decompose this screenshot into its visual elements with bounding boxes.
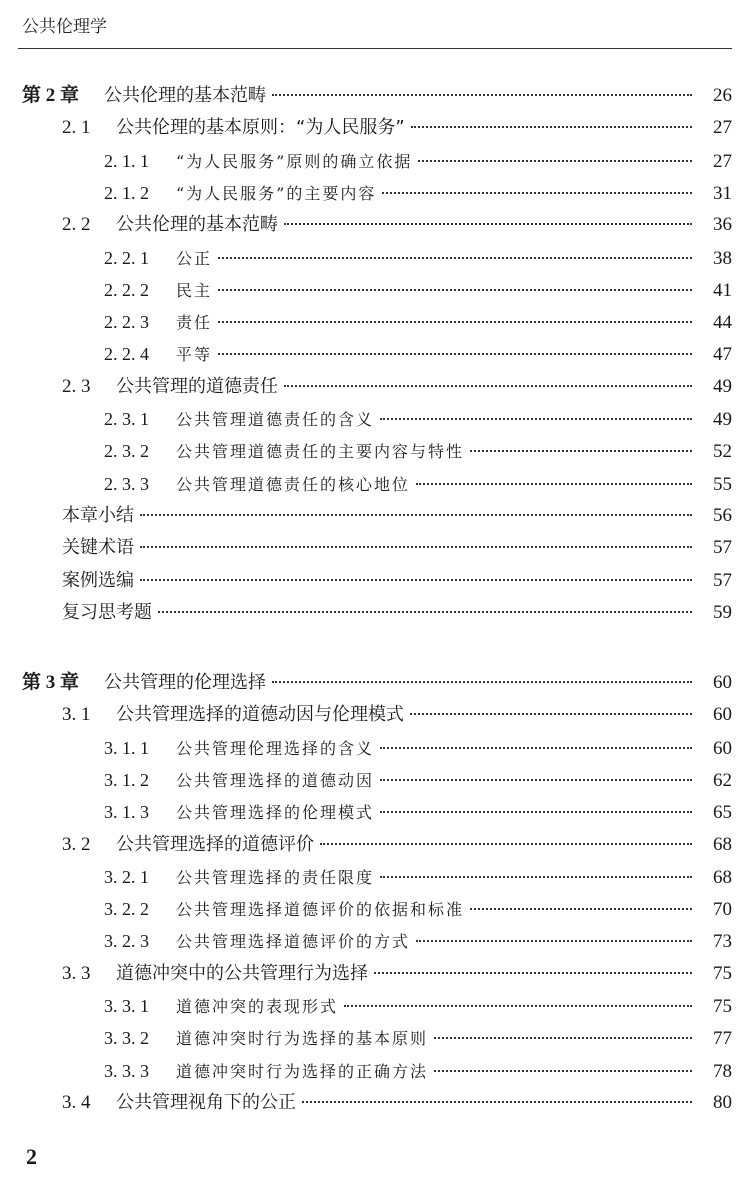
toc-section [62,832,732,858]
toc-entry-number: 2. 3. 2 [104,441,149,462]
toc-entry-number: 3. 2 [62,833,91,855]
toc-entry-title: 公共伦理的基本范畴 [104,85,266,106]
dot-leader [374,972,692,974]
toc-entry-page: 68 [713,866,732,888]
toc-entry-page: 41 [713,279,732,301]
dot-leader [470,908,692,910]
toc-entry-title: 责任 [176,313,213,333]
toc-entry-title: 公共伦理的基本范畴 [116,214,278,236]
dot-leader [218,257,692,259]
toc-subsection [104,309,732,336]
header-rule [18,48,732,49]
toc-entry-title: 本章小结 [62,504,134,526]
toc-subsection [104,896,732,923]
toc-entry-title: 道德冲突中的公共管理行为选择 [116,962,368,984]
toc-entry-title: 公共管理的伦理选择 [104,672,266,693]
toc-subsection [104,993,732,1020]
toc-subsection [104,406,732,433]
dot-leader [284,385,692,387]
toc-entry-title: 公共管理选择道德评价的方式 [176,932,411,952]
toc-entry-title: 公共管理伦理选择的含义 [176,738,375,758]
toc-entry-page: 78 [713,1060,732,1082]
toc-subsection [104,148,732,175]
dot-leader [218,321,692,323]
toc-section [62,1090,732,1116]
toc-subsection [104,180,732,207]
toc-appendix-item [62,568,732,594]
toc-entry-title: 关键术语 [62,537,134,559]
dot-leader [418,160,692,162]
toc-entry-title: 公共管理的道德责任 [116,375,278,397]
toc-chapter [22,670,732,696]
toc-entry-title: 公共管理选择的伦理模式 [176,803,375,823]
toc-entry-page: 49 [713,375,732,397]
toc-entry-number: 2. 1 [62,117,91,139]
toc-entry-title: 道德冲突时行为选择的正确方法 [176,1061,429,1081]
toc-entry-title: 公共管理道德责任的主要内容与特性 [176,442,465,462]
dot-leader [272,681,692,683]
toc-entry-number: 3. 2. 3 [104,931,149,952]
toc-entry-title: 公共管理选择道德评价的依据和标准 [176,900,465,920]
toc-appendix-item [62,503,732,529]
toc-section [62,115,732,141]
dot-leader [218,353,692,355]
toc-entry-number: 3. 1. 3 [104,802,149,823]
dot-leader [411,126,692,128]
dot-leader [218,289,692,291]
dot-leader [140,579,692,581]
toc-subsection [104,735,732,762]
toc-entry-page: 73 [713,931,732,953]
dot-leader [382,192,692,194]
toc-entry-title: 公共管理道德责任的核心地位 [176,474,411,494]
running-header: 公共伦理学 [22,17,107,37]
toc-entry-number: 2. 1. 2 [104,182,149,203]
toc-entry-page: 27 [713,117,732,139]
toc-entry-number: 3. 2. 2 [104,899,149,920]
toc-subsection [104,471,732,498]
toc-subsection [104,799,732,826]
dot-leader [416,940,692,942]
toc-entry-page: 68 [713,833,732,855]
dot-leader [344,1005,692,1007]
toc-entry-title: 道德冲突时行为选择的基本原则 [176,1029,429,1049]
toc-entry-number: 2. 2. 1 [104,247,149,268]
dot-leader [380,747,692,749]
dot-leader [410,713,692,715]
toc-entry-page: 47 [713,344,732,366]
toc-entry-number: 2. 2 [62,214,91,236]
toc-entry-page: 75 [713,962,732,984]
toc-subsection [104,277,732,304]
toc-section [62,374,732,400]
toc-entry-number: 3. 2. 1 [104,866,149,887]
toc-subsection [104,438,732,465]
toc-entry-page: 49 [713,409,732,430]
dot-leader [140,514,692,516]
toc-appendix-item [62,535,732,561]
toc-entry-title: 公共管理视角下的公正 [116,1091,296,1113]
toc-subsection [104,245,732,272]
toc-entry-number: 2. 2. 4 [104,344,149,365]
toc-entry-number: 第 3 章 [22,672,80,693]
toc-section [62,702,732,728]
toc-entry-number: 2. 2. 2 [104,279,149,300]
toc-entry-title: 案例选编 [62,569,134,591]
dot-leader [302,1101,692,1103]
toc-entry-page: 52 [713,441,732,463]
toc-entry-title: 公正 [176,248,213,268]
toc-entry-title: 平等 [176,345,213,365]
toc-subsection [104,1025,732,1052]
toc-entry-number: 3. 3. 3 [104,1060,149,1081]
toc-entry-page: 26 [713,85,732,106]
dot-leader [434,1037,692,1039]
toc-entry-page: 75 [713,996,732,1017]
toc-entry-page: 31 [713,182,732,204]
toc-entry-title: 公共管理道德责任的含义 [176,410,375,429]
toc-entry-title: “为人民服务”原则的确立依据 [176,151,413,171]
dot-leader [380,876,692,878]
toc-entry-page: 57 [713,569,732,591]
toc-entry-page: 65 [713,802,732,824]
toc-entry-page: 27 [713,150,732,172]
toc-entry-page: 56 [713,504,732,526]
toc-entry-page: 55 [713,473,732,495]
dot-leader [158,611,692,613]
toc-entry-page: 57 [713,537,732,559]
toc-entry-title: 公共管理选择的道德评价 [116,833,314,855]
toc-subsection [104,341,732,368]
toc-chapter [22,83,732,109]
toc-entry-title: 民主 [176,280,213,300]
dot-leader [140,546,692,548]
dot-leader [470,450,692,452]
toc-entry-number: 第 2 章 [22,85,80,106]
dot-leader [380,418,692,420]
toc-entry-number: 3. 3 [62,962,91,984]
dot-leader [416,483,692,485]
toc-entry-number: 3. 1. 2 [104,769,149,790]
toc-subsection [104,928,732,955]
toc-entry-page: 60 [713,704,732,726]
toc-entry-title: 公共管理选择的责任限度 [176,867,375,887]
toc-entry-title: 公共伦理的基本原则：“为人民服务” [116,117,405,139]
toc-entry-page: 44 [713,312,732,334]
dot-leader [380,811,692,813]
toc-subsection [104,767,732,794]
toc-section [62,212,732,238]
toc-entry-number: 2. 2. 3 [104,312,149,333]
toc-entry-page: 60 [713,737,732,759]
toc-entry-page: 80 [713,1091,732,1113]
toc-section [62,961,732,987]
toc-entry-title: 公共管理选择的道德动因与伦理模式 [116,704,404,726]
toc-entry-title: 道德冲突的表现形式 [176,997,339,1016]
dot-leader [320,843,692,845]
toc-entry-number: 3. 3. 1 [104,996,149,1016]
toc-entry-page: 59 [713,601,732,623]
dot-leader [434,1070,692,1072]
toc-entry-page: 38 [713,247,732,269]
toc-entry-title: 公共管理选择的道德动因 [176,770,375,790]
dot-leader [380,779,692,781]
toc-subsection [104,1058,732,1085]
toc-entry-number: 2. 1. 1 [104,150,149,171]
dot-leader [272,94,692,96]
toc-entry-page: 77 [713,1028,732,1050]
toc-entry-number: 3. 3. 2 [104,1028,149,1049]
toc-entry-number: 2. 3. 1 [104,409,149,429]
toc-entry-number: 3. 1 [62,704,91,726]
toc-entry-number: 3. 4 [62,1091,91,1113]
toc-entry-title: 复习思考题 [62,601,152,623]
toc-entry-page: 36 [713,214,732,236]
page-number: 2 [26,1144,37,1169]
toc-entry-title: “为人民服务”的主要内容 [176,183,377,203]
toc-entry-page: 60 [713,672,732,693]
toc-entry-page: 62 [713,769,732,791]
toc-entry-page: 70 [713,899,732,921]
toc-entry-number: 2. 3. 3 [104,473,149,494]
toc-subsection [104,864,732,891]
toc-appendix-item [62,600,732,626]
toc-entry-number: 2. 3 [62,375,91,397]
toc-entry-number: 3. 1. 1 [104,737,149,758]
dot-leader [284,223,692,225]
